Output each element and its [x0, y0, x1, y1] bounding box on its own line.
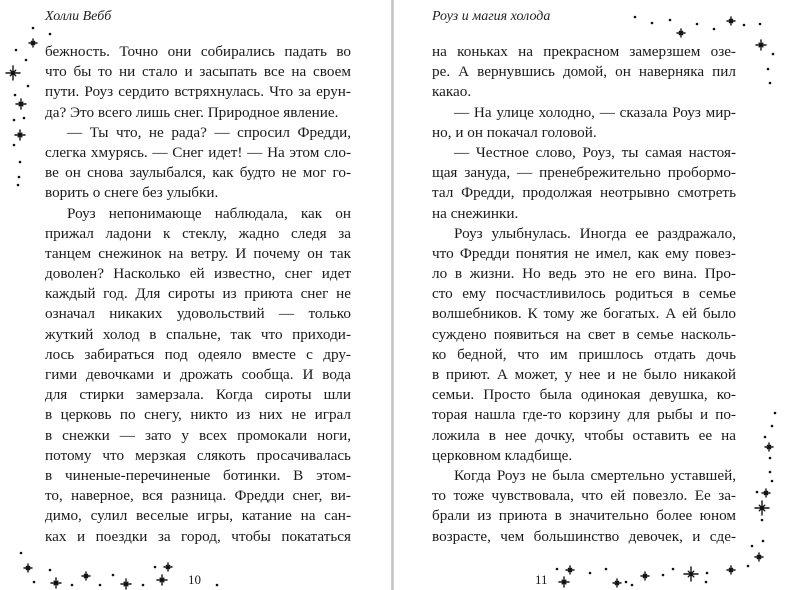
text-line: Роуз улыбнулась. Иногда ее раздражало, — [454, 224, 736, 242]
paragraph — [432, 466, 736, 547]
text-line: на коньках на прекрасном замерзшем озе- — [432, 43, 736, 60]
text-line: пути. Роуз сердито встряхнулась. Что за ерун- — [45, 83, 351, 101]
text-line: то тоже чувствовала, что ей повезло. Ее за- — [432, 487, 736, 505]
left-page — [0, 0, 392, 590]
text-line: но, и он покачал головой. — [432, 123, 597, 141]
paragraph — [45, 123, 351, 204]
paragraph — [432, 224, 736, 466]
right-page — [394, 0, 793, 590]
text-line: танцем снежинок на ветру. И почему он так — [45, 244, 351, 262]
text-line: доволен? Насколько ей известно, снег идет — [45, 265, 351, 283]
text-line: в чиненые-перечиненые ботинки. В этом- — [45, 466, 351, 484]
text-line: — На улице холодно, — сказала Роуз мир- — [454, 103, 736, 121]
text-line: жуткий холод в спальне, так что приходи- — [45, 325, 351, 343]
text-line: — Ты что, не рада? — спросил Фредди, — [67, 123, 351, 141]
text-line: ложила в нее дочку, чтобы оставить ее на — [432, 426, 736, 444]
paragraph — [45, 204, 351, 547]
text-line: торая нашла где-то корзину для рыбы и по- — [432, 406, 736, 424]
text-line: лось забираться под одеяло вместе с дру- — [45, 345, 351, 363]
running-header-author: Холли Вебб — [45, 9, 112, 24]
text-line: то, наверное, вся разница. Фредди снег, ви- — [45, 487, 351, 505]
text-line: ре. А вернувшись домой, он наверняка пил — [432, 63, 736, 81]
text-line: на снежинки. — [432, 204, 519, 222]
page-number: 10 — [188, 572, 201, 587]
text-line: сто ему посчастливилось родиться в семье — [432, 285, 736, 303]
left-page-text — [45, 42, 351, 547]
text-line: какао. — [432, 83, 472, 101]
text-line: тал Фредди, продолжая неотрывно смотреть — [432, 184, 736, 202]
text-line: церковном кладбище. — [432, 446, 573, 464]
text-line: потому что мерзкая слякоть просачивалась — [45, 446, 351, 464]
text-line: что бы то ни стало и засыпать все на своем — [45, 63, 351, 81]
text-line: ках и поездки за город, чтобы покататься — [45, 527, 351, 545]
text-line: каждый год. Для сироты из приюта снег не — [45, 285, 351, 303]
text-line: означал никаких удовольствий — только — [45, 305, 351, 323]
right-page-text — [432, 42, 736, 547]
paragraph — [432, 103, 736, 143]
text-line: Когда Роуз не была смертельно уставшей, — [454, 466, 736, 484]
text-line: в снежки — зато у всех промокали ноги, — [45, 426, 351, 444]
text-line: для стирки замерзала. Когда сироты шли — [45, 386, 351, 404]
text-line: бежность. Точно они собирались падать во — [45, 43, 351, 60]
page-number: 11 — [535, 572, 548, 587]
text-line: возрасте, чем большинство девочек, и сде- — [432, 527, 736, 545]
text-line: — Честное слово, Роуз, ты самая настоя- — [454, 143, 736, 161]
running-header-title: Роуз и магия холода — [432, 9, 551, 24]
text-line: ко бедной, что им пришлось отдать дочь — [432, 345, 736, 363]
paragraph — [432, 143, 736, 224]
text-line: в приют. А может, у нее и не было никакой — [432, 366, 736, 383]
text-line: гими девочками и дрожать сообща. И вода — [45, 366, 351, 383]
text-line: брали из приюта в значительно более юном — [432, 507, 736, 525]
text-line: да? Это всего лишь снег. Природное явление. — [45, 103, 339, 121]
paragraph — [45, 42, 351, 123]
text-line: слегка хмурясь. — Снег идет! — На этом сло- — [45, 143, 351, 161]
text-line: прижал ладони к стеклу, жадно следя за — [45, 224, 351, 242]
text-line: ло в жизни. Но ведь это не его вина. Про- — [432, 265, 736, 283]
text-line: волшебников. К тому же богатых. А ей было — [432, 305, 736, 323]
text-line: суждено появиться на свет в семье насколь- — [432, 325, 736, 343]
text-line: димо, сулил веселые игры, катание на сан- — [45, 507, 351, 525]
text-line: что Фредди понятия не имел, как ему повез- — [432, 244, 736, 262]
text-line: Роуз непонимающе наблюдала, как он — [67, 204, 351, 222]
text-line: щая зануда, — пренебрежительно пробормо- — [432, 164, 736, 182]
paragraph — [432, 42, 736, 103]
text-line: в церковь по снегу, никто из них не играл — [45, 406, 351, 424]
text-line: ве он снова заулыбался, как будто не мог го- — [45, 164, 351, 182]
text-line: ворить о снеге без улыбки. — [45, 184, 219, 202]
text-line: семьи. Просто была одинокая девушка, ко- — [432, 386, 736, 404]
